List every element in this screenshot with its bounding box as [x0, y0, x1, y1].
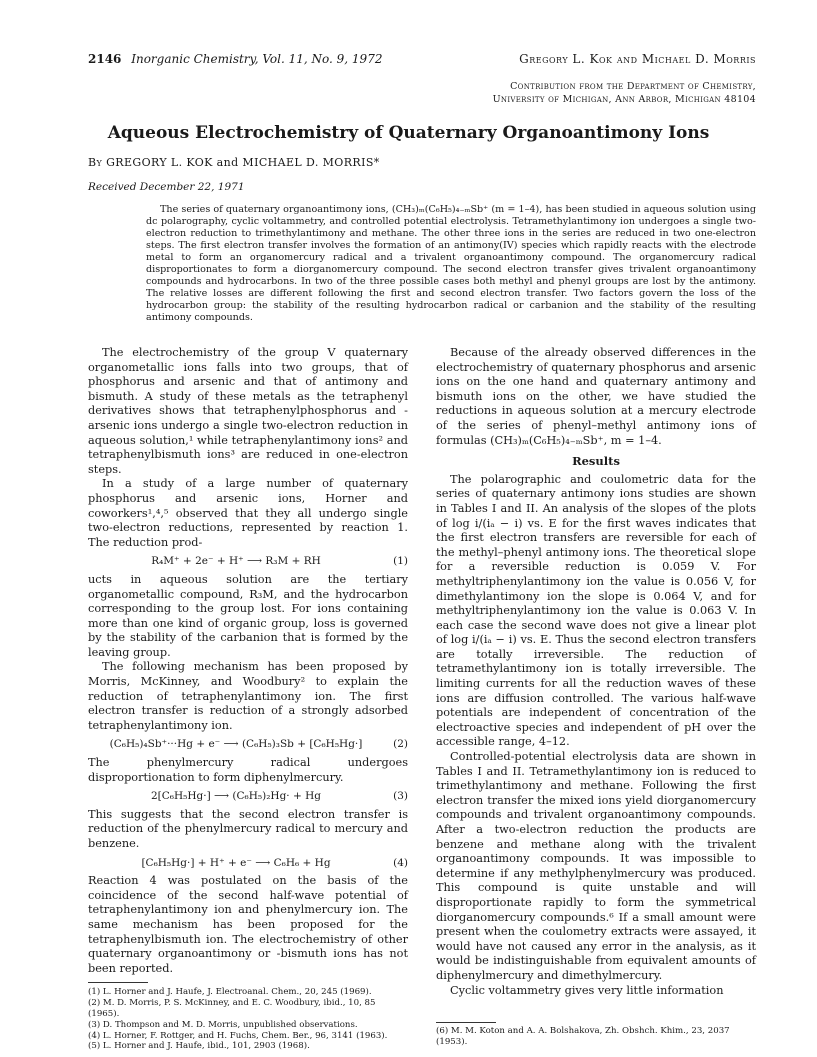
equation-body: [C₆H₅Hg·] + H⁺ + e⁻ ⟶ C₆H₆ + Hg [141, 856, 331, 869]
page-number: 2146 [88, 52, 122, 66]
left-column [88, 346, 408, 1052]
equation-number: (1) [393, 555, 408, 568]
equation-number: (4) [393, 856, 408, 869]
equation-2 [88, 737, 408, 752]
equation-3 [88, 789, 408, 804]
equation-body: R₄M⁺ + 2e⁻ + H⁺ ⟶ R₃M + RH [151, 555, 321, 568]
footnote: (2) M. D. Morris, P. S. McKinney, and E. C. Woodbury, ibid., 10, 85 (1965). [88, 998, 376, 1019]
byline-authors: GREGORY L. KOK and MICHAEL D. MORRIS* [106, 156, 380, 169]
article-title: Aqueous Electrochemistry of Quaternary Organoantimony Ions [107, 123, 710, 143]
paragraph: Controlled-potential electrolysis data are shown in Tables I and II. Tetramethylantimony ion is reduced to trimethylantimony and methane. Following the first electron transfer the mixed ions yield diorganomercury compounds and trivalent organoantimony compounds. After a two-electron reduction the products are benzene and methane along with the trivalent organoantimony compounds. It was impossible to determine if any methylphenylmercury was produced. This compound is quite unstable and will disproportionate rapidly to form the symmetrical diorganomercury compounds.⁶ If a small amount were present when the coulometry extracts were assayed, it would have not caused any error in the analysis, as it would be indistinguishable from equivalent amounts of diphenylmercury and dimethylmercury. [436, 750, 756, 982]
footnote: (4) L. Horner, F. Rottger, and H. Fuchs, Chem. Ber., 96, 3141 (1963). [88, 1030, 388, 1041]
contribution-note [493, 80, 756, 106]
running-authors: Gregory L. Kok and Michael D. Morris [519, 52, 756, 66]
paragraph: Reaction 4 was postulated on the basis of the coincidence of the second half-wave potential of tetraphenylantimony ion and phenylmercury ion. The same mechanism has been proposed for the tetraphenylbismuth ion. The electrochemistry of other quaternary organoantimony or -bismuth ions has not been reported. [88, 874, 408, 975]
footnote-rule [88, 982, 148, 983]
right-footnotes [436, 1022, 756, 1048]
paragraph: Because of the already observed differences in the electrochemistry of quaternary phosphorus and arsenic ions on the one hand and quaternary antimony and bismuth ions on the other, we have studied the reductions in aqueous solution at a mercury electrode of the series of phenyl–methyl antimony ions of formulas (CH₃)ₘ(C₆H₅)₄₋ₘSb⁺, m = 1–4. [436, 346, 756, 447]
footnote: (1) L. Horner and J. Haufe, J. Electroanal. Chem., 20, 245 (1969). [88, 987, 372, 998]
paragraph: The phenylmercury radical undergoes disproportionation to form diphenylmercury. [88, 756, 408, 784]
abstract-text: The series of quaternary organoantimony ions, (CH₃)ₘ(C₆H₅)₄₋ₘSb⁺ (m = 1–4), has been studied in aqueous solution using dc polarography, cyclic voltammetry, and controlled potential electrolysis. Tetramethylantimony ion undergoes a single two-electron reduction to trimethylantimony and methane. The other three ions in the series are reduced in two one-electron steps. The first electron transfer involves the formation of an antimony(IV) species which rapidly reacts with the electrode metal to form an organomercury radical and a trivalent organoantimony compound. The organomercury radical disproportionates to form a diorganomercury compound. The second electron transfer gives trivalent organoantimony compounds and hydrocarbons. In two of the three possible cases both methyl and phenyl groups are lost by the antimony. The relative losses are different following the first and second electron transfer. Two factors govern the loss of the hydrocarbon group: the stability of the resulting hydrocarbon radical or carbanion and the stability of the resulting antimony compounds. [146, 204, 756, 323]
running-header [88, 52, 756, 66]
contribution-line-2: University of Michigan, Ann Arbor, Michigan 48104 [492, 94, 756, 105]
paragraph: In a study of a large number of quaternary phosphorus and arsenic ions, Horner and coworkers¹,⁴,⁵ observed that they all undergo single two-electron reductions, represented by reaction 1. The reduction prod- [88, 477, 408, 549]
journal-citation: Inorganic Chemistry, Vol. 11, No. 9, 1972 [131, 52, 383, 66]
paragraph: The electrochemistry of the group V quaternary organometallic ions falls into two groups, that of phosphorus and arsenic and that of antimony and bismuth. A study of these metals as the tetraphenyl derivatives shows that tetraphenylphosphorus and -arsenic ions undergo a single two-electron reduction in aqueous solution,¹ while tetraphenylantimony ions² and tetraphenylbismuth ions³ are reduced in one-electron steps. [88, 346, 408, 476]
equation-body: 2[C₆H₅Hg·] ⟶ (C₆H₅)₂Hg· + Hg [150, 790, 321, 803]
equation-4 [88, 856, 408, 871]
section-heading: Results [572, 454, 620, 469]
paragraph: The polarographic and coulometric data for the series of quaternary antimony ions studies are shown in Tables I and II. An analysis of the slopes of the plots of log i/(iₐ − i) vs. E for the first waves indicates that the first electron transfers are reversible for each of the methyl–phenyl antimony ions. The theoretical slope for a reversible reduction is 0.059 V. For methyltriphenylantimony ion the value is 0.056 V, for dimethylantimony ion the slope is 0.064 V, and for methyltriphenylantimony ion the value is 0.063 V. In each case the second wave does not give a linear plot of log i/(iₐ − i) vs. E. Thus the second electron transfers are totally irreversible. The reduction of tetramethylantimony ion is totally irreversible. The limiting currents for all the reduction waves of these ions are diffusion controlled. The various half-wave potentials are independent of concentration of the electroactive species and independent of pH over the accessible range, 4–12. [436, 472, 756, 749]
paragraph: This suggests that the second electron transfer is reduction of the phenylmercury radical to mercury and benzene. [88, 807, 408, 850]
paragraph: Cyclic voltammetry gives very little information [450, 983, 724, 997]
footnotes [88, 982, 408, 1052]
paragraph: The following mechanism has been proposed by Morris, McKinney, and Woodbury² to explain the reduction of tetraphenylantimony ion. The first electron transfer is reduction of a strongly adsorbed tetraphenylantimony ion. [88, 660, 408, 732]
equation-number: (3) [393, 790, 408, 803]
received-date: Received December 22, 1971 [88, 181, 245, 193]
footnote: (3) D. Thompson and M. D. Morris, unpublished observations. [88, 1019, 358, 1030]
byline [88, 156, 380, 169]
contribution-line-1: Contribution from the Department of Chemistry, [510, 81, 756, 92]
equation-body: (C₆H₅)₄Sb⁺···Hg + e⁻ ⟶ (C₆H₅)₃Sb + [C₆H₅Hg·] [109, 738, 363, 751]
footnote: (5) L. Horner and J. Haufe, ibid., 101, 2903 (1968). [88, 1041, 310, 1052]
equation-number: (2) [393, 738, 408, 751]
abstract [146, 204, 756, 324]
footnote: (6) M. M. Koton and A. A. Bolshakova, Zh. Obshch. Khim., 23, 2037 (1953). [436, 1026, 730, 1047]
paragraph: ucts in aqueous solution are the tertiary organometallic compound, R₃M, and the hydrocarbon corresponding to the group lost. For ions containing more than one kind of organic group, loss is governed by the stability of the carbanion that is formed by the leaving group. [88, 572, 408, 659]
equation-1 [88, 554, 408, 569]
footnote-rule [436, 1022, 496, 1023]
byline-by: By [88, 156, 103, 169]
right-column [436, 346, 756, 998]
